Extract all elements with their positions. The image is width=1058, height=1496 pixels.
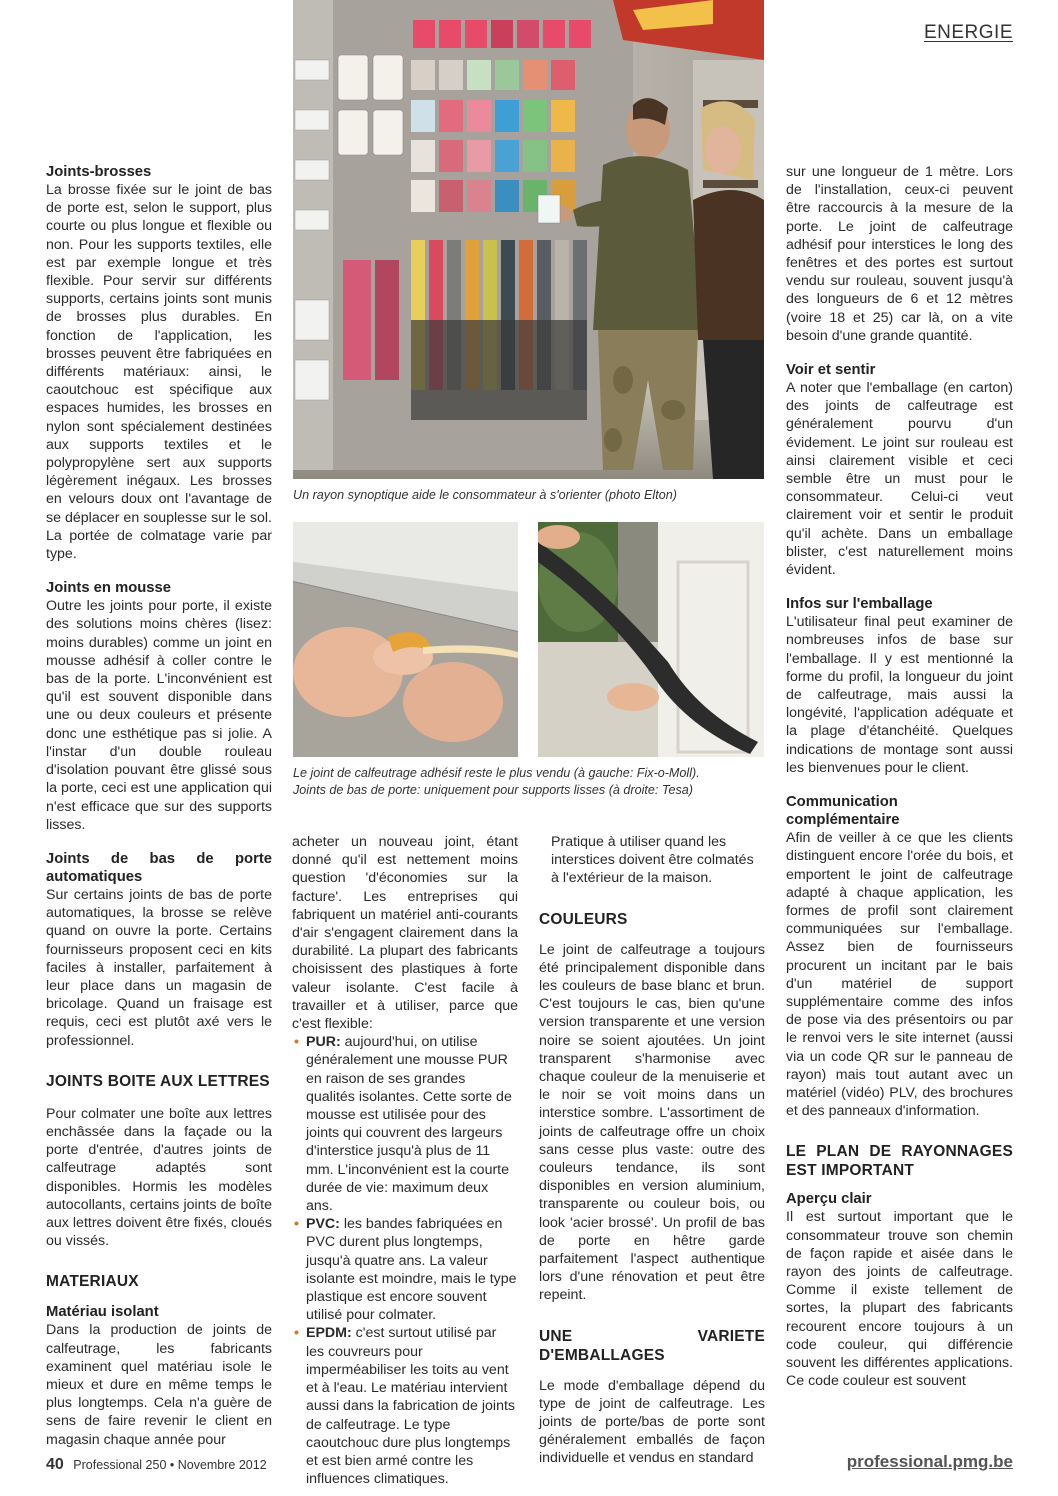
voir-sentir-paragraph: A noter que l'emballage (en carton) des joints de calfeutrage est généralement pourvu d'un évidement. Le joint sur rouleau est ainsi clairement visible et ceci semble être un must pour le consommateur. Celui-ci veut clairement voir et sentir le produit qu'il achète. Dans un emballage blister, c'est naturellement moins évident. — [786, 380, 1013, 579]
joints-brosses-paragraph: La brosse fixée sur le joint de bas de porte est, selon le support, plus courte ou plus longue et flexible ou non. Pour les supports textiles, elle est par exemple longue et très flexible. Pour servir sur différents supports, certains joints sont munis de brosses plus durables. En fonction de l'application, les brosses peuvent être fabriquées en différents matériaux: ainsi, le caoutchouc est spécifique aux espaces humides, les brosses en nylon sont spécialement destinées aux supports textiles et le polypropylène sert aux supports légèrement inégaux. Les brosses en velours doux ont l'avantage de se déplacer en souplesse sur le sol. La portée de colmatage varie par type. — [46, 182, 272, 563]
door-bottom-joint-photo — [538, 522, 764, 757]
infos-emballage-heading: Infos sur l'emballage — [786, 596, 933, 613]
materiaux-heading: MATERIAUX — [46, 1273, 139, 1291]
website-link[interactable]: professional.pmg.be — [846, 1452, 1013, 1471]
store-shelf-photo — [293, 0, 764, 479]
footer-left — [46, 1456, 267, 1474]
plan-rayonnages-heading: LE PLAN DE RAYONNAGES EST IMPORTANT — [786, 1143, 1013, 1180]
magazine-issue: Professional 250 • Novembre 2012 — [73, 1458, 267, 1472]
column-2 — [292, 833, 518, 1488]
materiau-isolant-paragraph: Dans la production de joints de calfeutrage, les fabricants examinent quel matériau isole le mieux et dure en même temps le plus longtemps. Cela n'a guère de sens de faire revenir le client en magasin chaque année pour — [46, 1322, 272, 1448]
emballages-continued-paragraph: sur une longueur de 1 mètre. Lors de l'installation, ceux-ci peuvent être raccourcis à la mesure de la porte. Le joint de calfeutrage adhésif pour interstices le long des fenêtres et des portes est surtout vendu sur rouleau, souvent jusqu'à des longueurs de 6 et 12 mètres (voire 18 et 25) car là, on a vite besoin d'une grande quantité. — [786, 164, 1013, 344]
page-number: 40 — [46, 1456, 64, 1473]
store-shelf-illustration — [293, 0, 764, 479]
adhesive-joint-photo — [293, 522, 518, 757]
material-epdm-item: • EPDM: c'est surtout utilisé par les couvreurs pour imperméabiliser les toits au vent et à l'eau. Le matériau intervient aussi dans la fabrication de joints de calfeutrage. Le type caoutchouc dure plus longtemps et est bien armé contre les influences climatiques. — [306, 1324, 518, 1488]
material-pvc-item: • PVC: les bandes fabriquées en PVC durent plus longtemps, jusqu'à quatre ans. La valeur isolante est moindre, mais le type plastique est encore souvent utilisé pour colmater. — [306, 1215, 518, 1324]
boite-aux-lettres-paragraph: Pour colmater une boîte aux lettres enchâssée dans la façade ou la porte d'entrée, d'autres joints de calfeutrage adaptés sont disponibles. Hormis les modèles autocollants, certains joints de boîte aux lettres doivent être fixés, cloués ou vissés. — [46, 1105, 272, 1250]
communication-heading: Communication complémentaire — [786, 794, 900, 829]
materiau-continued-paragraph: acheter un nouveau joint, étant donné qu'il est nettement moins question 'd'économies sur la facture'. Les entreprises qui fabriquent un matériel anti-courants d'air s'engagent clairement dans la durabilité. La plupart des fabricants choisissent des plastiques à forte valeur isolante. C'est facile à travailler et à utiliser, parce que c'est flexible: — [292, 834, 518, 1033]
epdm-continued-paragraph: Pratique à utiliser quand les interstices doivent être colmatés à l'extérieur de la maison. — [551, 834, 754, 887]
bottom-photos-caption: Le joint de calfeutrage adhésif reste le plus vendu (à gauche: Fix-o-Moll). Joints de bas de porte: uniquement pour supports lisses (à droite: Tesa) — [293, 766, 700, 797]
variete-emballages-heading: UNE VARIETE D'EMBALLAGES — [539, 1327, 765, 1364]
couleurs-heading: COULEURS — [539, 910, 628, 928]
joints-bas-porte-heading: Joints de bas de porte automatiques — [46, 850, 272, 885]
materials-list — [292, 1033, 518, 1488]
column-1 — [46, 163, 272, 1449]
voir-sentir-heading: Voir et sentir — [786, 362, 876, 379]
couleurs-paragraph: Le joint de calfeutrage a toujours été principalement disponible dans les couleurs de base blanc et brun. C'est toujours le cas, bien qu'une version transparente et une version noire se soient ajoutées. Un joint transparent s'harmonise avec chaque couleur de la menuiserie et le noir se voit moins dans un interstice sombre. L'assortiment de joints de calfeutrage offre un choix sans cesse plus vaste: outre des couleurs tendance, ils sont disponibles en version aluminium, transparente ou couleur bois, ou look 'acier brossé'. Un profil de bas de porte en hêtre garde parfaitement l'aspect authentique lors d'une rénovation et peut être repeint. — [539, 941, 765, 1304]
communication-paragraph: Afin de veiller à ce que les clients distinguent encore l'orée du bois, et emportent le joint de calfeutrage adapté à chaque application, les formes de profil sont clairement communiquées sur l'emballage. Assez bien de fournisseurs procurent un incitant par le bais d'un matériel de support supplémentaire comme des infos de pose via des présentoirs ou par le renvoi vers le site internet (aussi via un code QR sur le panneau de rayon) mais tout autant avec un matériel (vidéo) PLV, des brochures et des panneaux d'information. — [786, 830, 1013, 1120]
door-joint-illustration — [538, 522, 764, 757]
section-label: ENERGIE — [923, 22, 1013, 43]
column-4 — [786, 163, 1013, 1390]
materiau-isolant-heading: Matériau isolant — [46, 1304, 159, 1321]
boite-aux-lettres-heading: JOINTS BOITE AUX LETTRES — [46, 1072, 270, 1090]
joints-mousse-heading: Joints en mousse — [46, 580, 171, 597]
apercu-clair-heading: Aperçu clair — [786, 1191, 872, 1208]
variete-emballages-paragraph: Le mode d'emballage dépend du type de joint de calfeutrage. Les joints de porte/bas de porte sont généralement emballés de façon individuelle et vendus en standard — [539, 1377, 765, 1467]
joints-bas-porte-paragraph: Sur certains joints de bas de porte automatiques, la brosse se relève quand on ouvre la porte. Certains fournisseurs proposent ceci en kits faciles à installer, parfaitement à leur place dans un magasin de bricolage. Quand un fraisage est requis, ceci est plutôt axé vers le professionnel. — [46, 886, 272, 1049]
material-pur-item: • PUR: aujourd'hui, on utilise généralement une mousse PUR en raison de ses grandes qualités isolantes. Cette sorte de mousse est utilisée pour des joints qui couvrent des largeurs d'interstice jusqu'à plus de 11 mm. L'inconvénient est la courte durée de vie: maximum deux ans. — [306, 1033, 518, 1215]
infos-emballage-paragraph: L'utilisateur final peut examiner de nombreuses infos de base sur l'emballage. Il y est mentionné la forme du profil, la longueur du joint de calfeutrage, mais aussi la longévité, l'application adéquate et la plage d'étanchéité. Quelques indications de montage sont aussi les bienvenues pour le client. — [786, 614, 1013, 776]
top-photo-caption: Un rayon synoptique aide le consommateur à s'orienter (photo Elton) — [293, 488, 677, 502]
joints-mousse-paragraph: Outre les joints pour porte, il existe des solutions moins chères (lisez: moins durables) comme un joint en mousse adhésif à coller contre le bas de la porte. L'inconvénient est qu'il est souvent disponible dans une ou deux couleurs et présente donc une esthétique pas si jolie. A l'instar d'un double rouleau d'isolation pouvant être glissé sous la porte, ceci est une application qui n'est efficace que sur des supports lisses. — [46, 598, 272, 833]
hands-tape-illustration — [293, 522, 518, 757]
column-3 — [539, 833, 765, 1468]
apercu-clair-paragraph: Il est surtout important que le consommateur trouve son chemin de façon rapide et aisée dans le rayon des joints de calfeutrage. Comme il existe tellement de sortes, la plupart des fabricants recourent encore toujours à un code couleur, qui différencie souvent les différentes applications. Ce code couleur est souvent — [786, 1209, 1013, 1390]
joints-brosses-heading: Joints-brosses — [46, 164, 152, 180]
